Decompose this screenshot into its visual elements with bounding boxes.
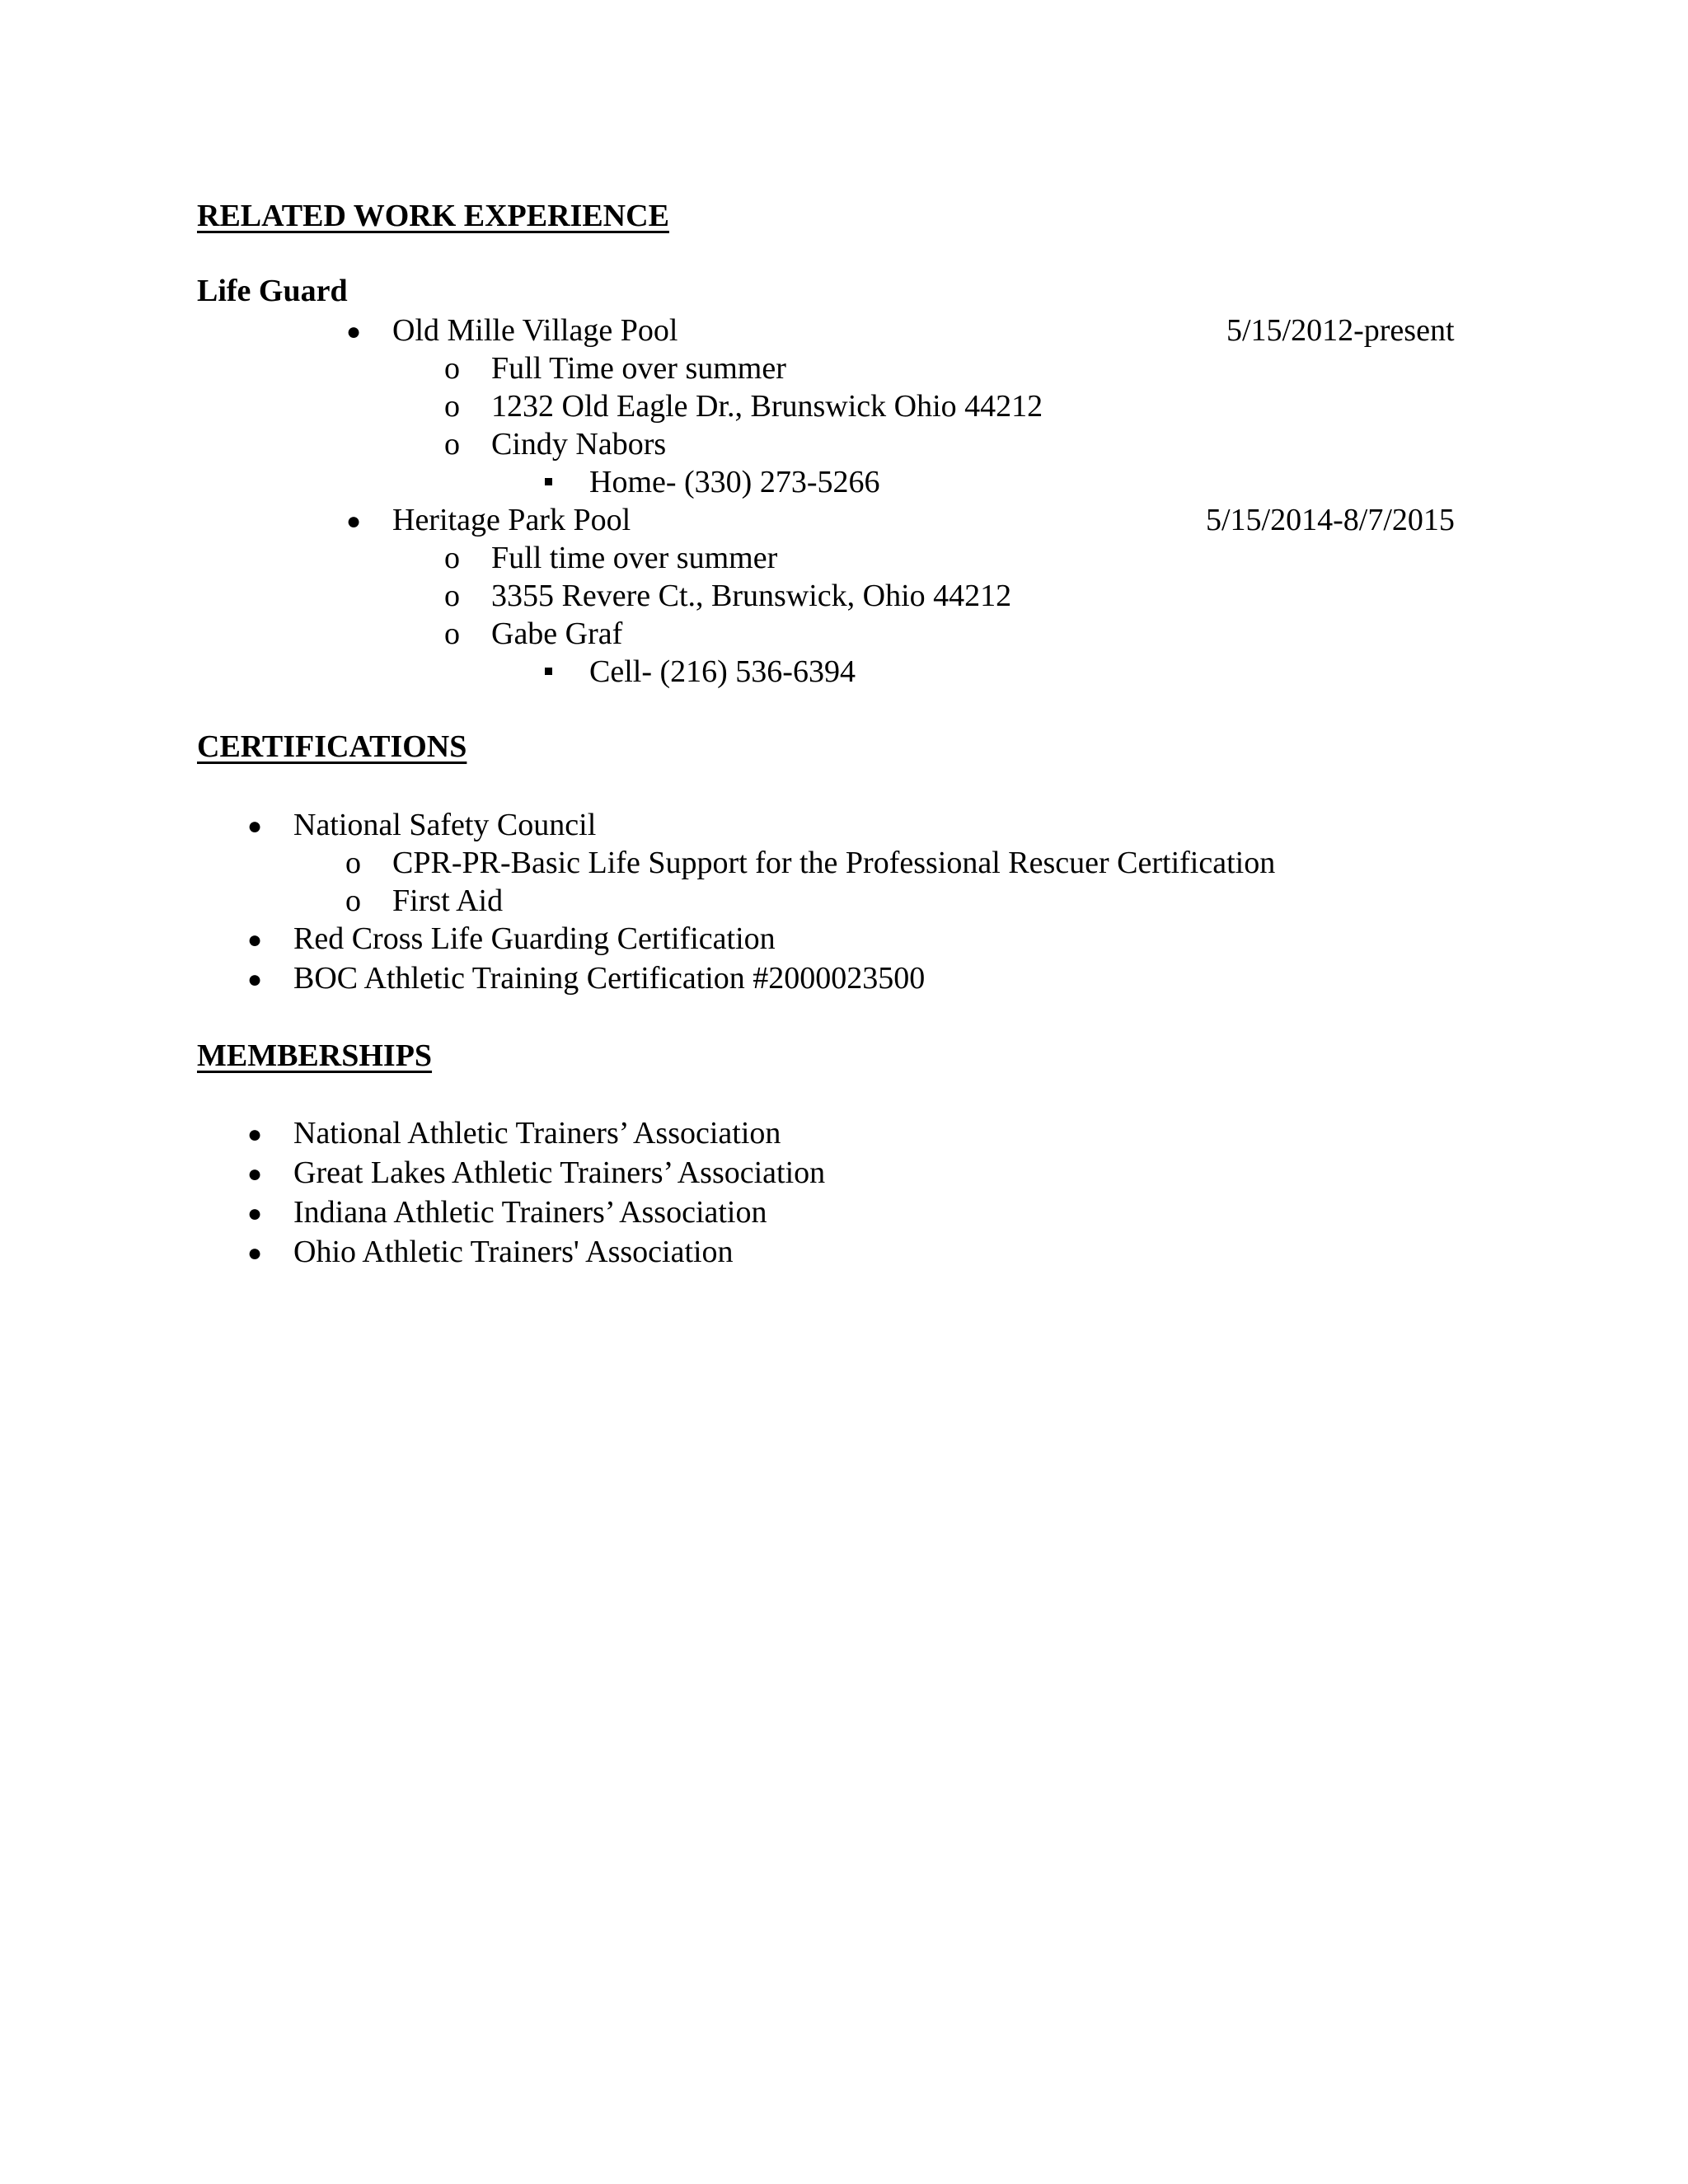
position-detail: Full time over summer	[491, 541, 778, 575]
employment-dates: 5/15/2012-present	[1226, 313, 1455, 348]
contact-phone: Home- (330) 273-5266	[589, 465, 880, 499]
bullet-icon: ●	[247, 1160, 263, 1188]
bullet-icon: ●	[346, 508, 362, 535]
employment-dates: 5/15/2014-8/7/2015	[1206, 503, 1455, 537]
certification-subitem: First Aid	[392, 883, 504, 918]
contact-phone: Cell- (216) 536-6394	[589, 654, 856, 689]
bullet-icon: ●	[247, 966, 263, 993]
bullet-icon: ●	[247, 926, 263, 954]
sub-bullet-icon: o	[345, 883, 361, 918]
sub-bullet-icon: o	[444, 351, 460, 386]
membership-item: Ohio Athletic Trainers' Association	[293, 1235, 734, 1269]
bullet-icon: ●	[247, 1240, 263, 1267]
position-detail: 1232 Old Eagle Dr., Brunswick Ohio 44212	[491, 389, 1043, 424]
certification-subitem: CPR-PR-Basic Life Support for the Professional Rescuer Certification	[392, 846, 1276, 880]
sub-bullet-icon: o	[444, 579, 460, 613]
certification-item: National Safety Council	[293, 808, 597, 842]
bullet-icon: ●	[247, 813, 263, 840]
sub-bullet-icon: o	[444, 616, 460, 651]
certifications-heading: CERTIFICATIONS	[197, 729, 467, 764]
sub-bullet-icon: o	[444, 427, 460, 462]
membership-item: National Athletic Trainers’ Association	[293, 1116, 781, 1151]
job-title: Life Guard	[197, 274, 348, 308]
position-detail: 3355 Revere Ct., Brunswick, Ohio 44212	[491, 579, 1012, 613]
sub-bullet-icon: o	[345, 846, 361, 880]
bullet-icon: ●	[247, 1121, 263, 1148]
membership-item: Indiana Athletic Trainers’ Association	[293, 1195, 767, 1230]
square-bullet-icon	[545, 668, 552, 675]
square-bullet-icon	[545, 478, 552, 485]
employer-name: Heritage Park Pool	[392, 503, 631, 537]
sub-bullet-icon: o	[444, 389, 460, 424]
bullet-icon: ●	[346, 318, 362, 345]
position-detail: Gabe Graf	[491, 616, 623, 651]
employer-name: Old Mille Village Pool	[392, 313, 678, 348]
position-detail: Full Time over summer	[491, 351, 786, 386]
membership-item: Great Lakes Athletic Trainers’ Association	[293, 1155, 826, 1190]
certification-item: BOC Athletic Training Certification #2000023500	[293, 961, 926, 996]
position-detail: Cindy Nabors	[491, 427, 667, 462]
bullet-icon: ●	[247, 1200, 263, 1227]
work-experience-heading: RELATED WORK EXPERIENCE	[197, 199, 669, 233]
sub-bullet-icon: o	[444, 541, 460, 575]
certification-item: Red Cross Life Guarding Certification	[293, 921, 776, 956]
memberships-heading: MEMBERSHIPS	[197, 1038, 433, 1073]
